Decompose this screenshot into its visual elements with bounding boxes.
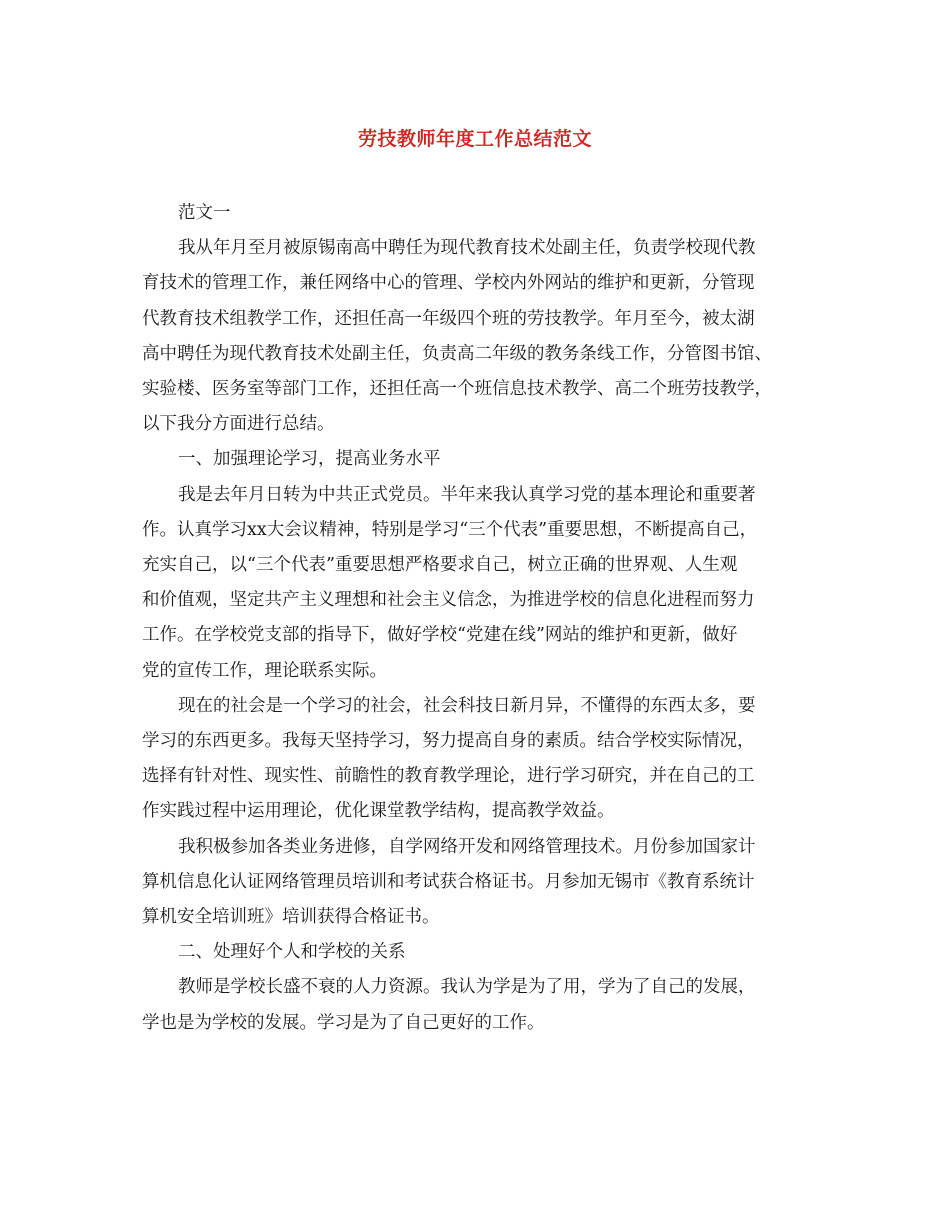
paragraph-learning-society: 现在的社会是一个学习的社会，社会科技日新月异，不懂得的东西太多，要 学习的东西更多。我每天坚持学习，努力提高自身的素质。结合学校实际情况， 选择有针对性、现实性、前瞻性的教育教学理论，进行学习研究，并在自己的工 作实践过程中运用理论，优化课堂教学结构，提高教学效益。 bbox=[142, 695, 756, 822]
document-body bbox=[142, 196, 814, 1041]
paragraph-intro: 我从年月至月被原锡南高中聘任为现代教育技术处副主任，负责学校现代教 育技术的管理工作，兼任网络中心的管理、学校内外网站的维护和更新，分管现 代教育技术组教学工作，还担任高一年级四个班的劳技教学。年月至今，被太湖 高中聘任为现代教育技术处副主任，负责高二年级的教务条线工作，分管图书馆、 实验楼、医务室等部门工作，还担任高一个班信息技术教学、高二个班劳技教学， 以下我分方面进行总结。 bbox=[142, 238, 772, 435]
section-heading-relationship: 二、处理好个人和学校的关系 bbox=[178, 942, 406, 963]
paragraph-heading-sample: 范文一 bbox=[178, 203, 231, 223]
paragraph-teachers: 教师是学校长盛不衰的人力资源。我认为学是为了用，学为了自己的发展， 学也是为学校的发展。学习是为了自己更好的工作。 bbox=[142, 977, 756, 1033]
section-heading-theory: 一、加强理论学习，提高业务水平 bbox=[178, 449, 441, 470]
document-title: 劳技教师年度工作总结范文 bbox=[357, 128, 592, 150]
paragraph-training: 我积极参加各类业务进修，自学网络开发和网络管理技术。月份参加国家计 算机信息化认证网络管理员培训和考试获合格证书。月参加无锡市《教育系统计 算机安全培训班》培训获得合格证书。 bbox=[142, 836, 756, 928]
paragraph-party-study: 我是去年月日转为中共正式党员。半年来我认真学习党的基本理论和重要著 作。认真学习xx大会议精神，特别是学习“三个代表”重要思想，不断提高自己， 充实自己，以“三个代表”重要思想严格要求自己，树立正确的世界观、人生观 和价值观，坚定共产主义理想和社会主义信念，为推进学校的信息化进程而努力 工作。在学校党支部的指导下，做好学校“党建在线”网站的维护和更新，做好 党的宣传工作，理论联系实际。 bbox=[142, 484, 758, 681]
